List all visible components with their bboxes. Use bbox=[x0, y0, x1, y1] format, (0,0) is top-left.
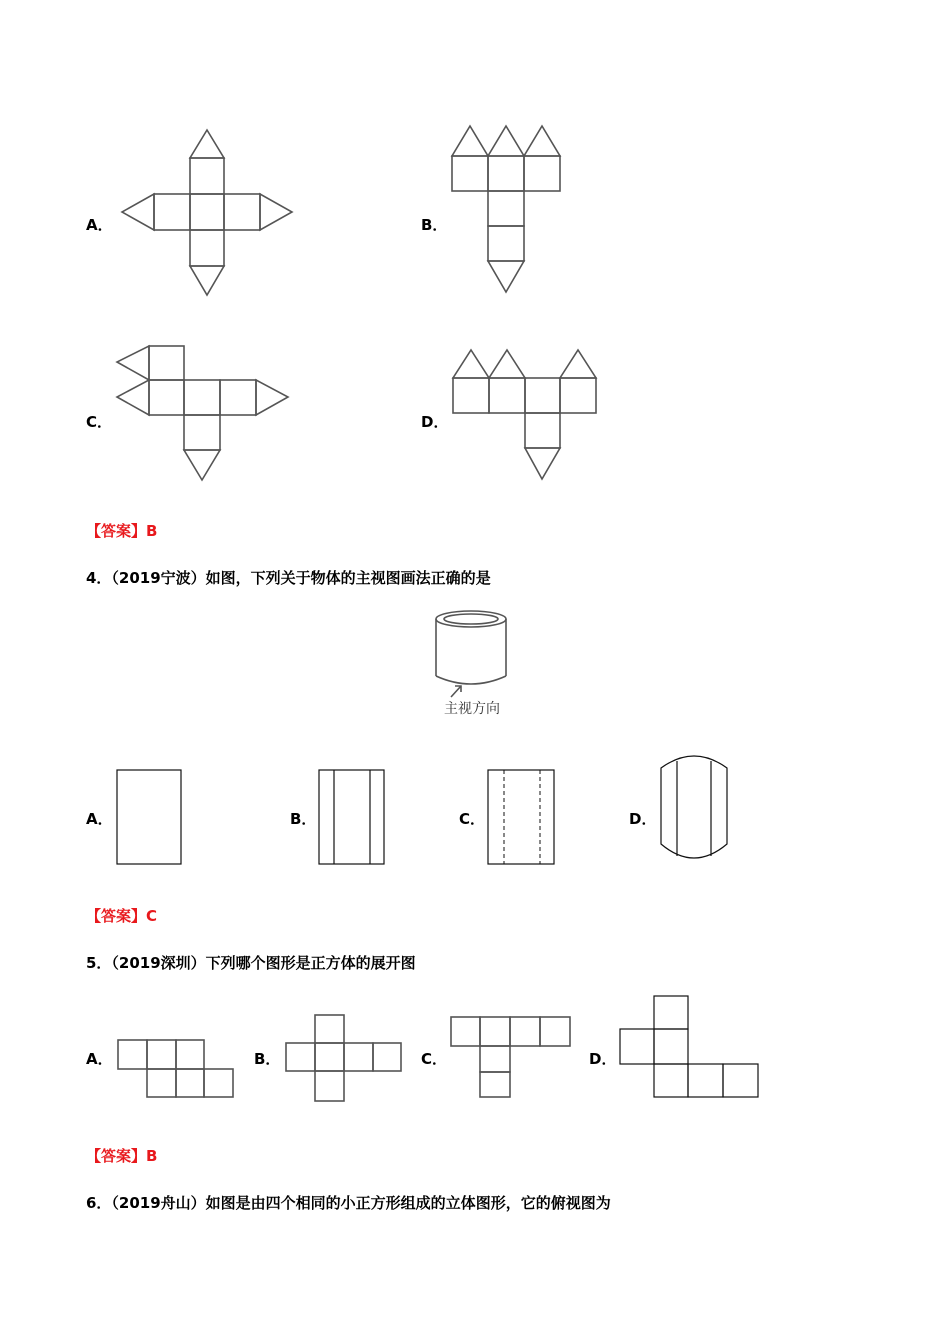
q3-option-a-figure bbox=[120, 128, 295, 298]
q3-option-c-figure bbox=[114, 343, 292, 483]
q5-option-b-figure bbox=[284, 1013, 404, 1104]
q3-option-a-label: A． bbox=[86, 216, 113, 234]
q3-option-b-figure bbox=[450, 122, 565, 297]
q4-question-text: 4．（2019宁波）如图，下列关于物体的主视图画法正确的是 bbox=[86, 569, 491, 587]
q4-option-d-figure bbox=[658, 752, 731, 864]
q5-option-a-label: A． bbox=[86, 1050, 113, 1068]
q3-option-d-label: D． bbox=[421, 413, 449, 431]
q4-option-d-label: D． bbox=[629, 810, 657, 828]
q5-option-d-figure bbox=[618, 994, 761, 1100]
q4-option-a-label: A． bbox=[86, 810, 113, 828]
q4-answer: 【答案】C bbox=[86, 907, 158, 925]
q5-option-c-label: C． bbox=[421, 1050, 448, 1068]
q5-answer: 【答案】B bbox=[86, 1147, 158, 1165]
q4-option-c-figure bbox=[486, 768, 557, 868]
q5-option-c-figure bbox=[449, 1015, 573, 1100]
q3-option-d-figure bbox=[450, 346, 600, 483]
q3-option-c-label: C． bbox=[86, 413, 113, 431]
q5-option-b-label: B． bbox=[254, 1050, 281, 1068]
q4-option-c-label: C． bbox=[459, 810, 486, 828]
q4-option-a-figure bbox=[115, 768, 185, 868]
q4-option-b-label: B． bbox=[290, 810, 317, 828]
q4-cylinder-figure bbox=[430, 606, 515, 698]
q3-answer: 【答案】B bbox=[86, 522, 158, 540]
q4-option-b-figure bbox=[317, 768, 387, 868]
q3-option-b-label: B． bbox=[421, 216, 448, 234]
q5-option-d-label: D． bbox=[589, 1050, 617, 1068]
q6-question-text: 6．（2019舟山）如图是由四个相同的小正方形组成的立体图形，它的俯视图为 bbox=[86, 1194, 611, 1212]
q5-question-text: 5．（2019深圳）下列哪个图形是正方体的展开图 bbox=[86, 954, 416, 972]
q5-option-a-figure bbox=[116, 1038, 236, 1100]
q4-view-direction-caption: 主视方向 bbox=[444, 701, 500, 717]
